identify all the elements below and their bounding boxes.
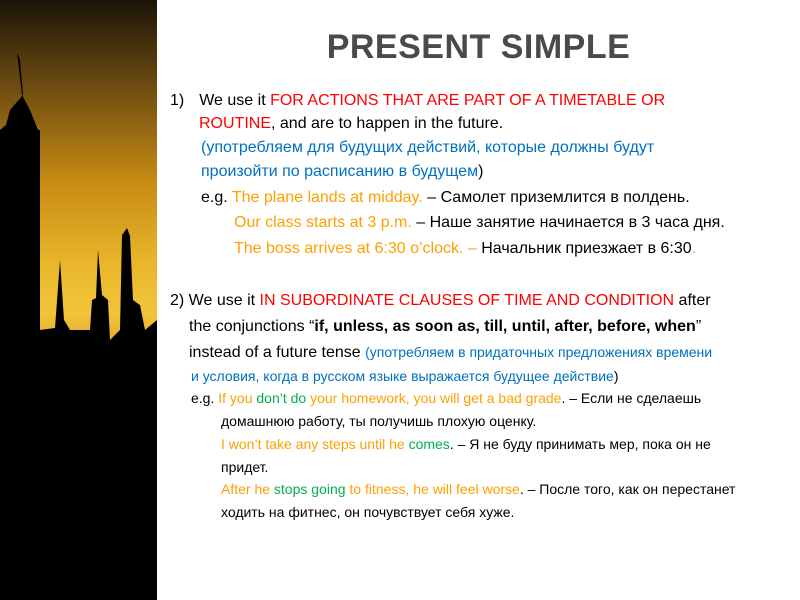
text: e.g.	[191, 390, 219, 406]
text: , and are to happen in the future.	[271, 115, 504, 132]
rule1-russian-2	[201, 163, 483, 181]
text: We use it	[199, 92, 271, 109]
rule1-line1	[170, 92, 665, 110]
text: . – Я не буду принимать мер, пока он не	[449, 436, 711, 452]
text: I won’t take any steps until he	[221, 436, 409, 452]
rule1-line2	[199, 115, 503, 133]
rule2-example-2	[221, 436, 711, 452]
rule2-example-1	[191, 390, 701, 406]
text: .	[691, 240, 697, 257]
text: – Наше занятие начинается в 3 часа дня.	[411, 214, 725, 231]
text: The plane lands at midday.	[231, 189, 423, 206]
text: )	[478, 163, 484, 180]
text: Начальник приезжает в 6:30	[481, 240, 692, 257]
rule1-example-2	[234, 214, 725, 232]
rule1-number: 1)	[170, 92, 185, 109]
rule2-example-1-cont: домашнюю работу, ты получишь плохую оценку.	[221, 413, 537, 429]
rule2-example-3-cont: ходить на фитнес, он почувствует себя хуже.	[221, 504, 515, 520]
sunset-city-silhouette-image	[0, 0, 157, 600]
rule1-russian-1: (употребляем для будущих действий, которые должны будут	[201, 139, 655, 156]
text: . – Если не сделаешь	[561, 390, 702, 406]
rule2-example-3	[221, 481, 735, 497]
rule2-example-2-cont: придет.	[221, 459, 269, 475]
text: и условия, когда в русском языке выражается будущее действие	[191, 368, 614, 384]
text: )	[613, 368, 619, 384]
rule2-line3	[189, 344, 712, 362]
text: After he	[221, 481, 274, 497]
text: IN SUBORDINATE CLAUSES OF TIME AND CONDITION	[259, 292, 675, 309]
text: произойти по расписанию в будущем	[201, 163, 479, 180]
text: – Самолет приземлится в полдень.	[422, 189, 690, 206]
text: after	[674, 292, 711, 309]
text: Our class starts at 3 p.m.	[234, 214, 412, 231]
text: stops going	[273, 481, 346, 497]
text: to fitness, he will feel worse	[345, 481, 520, 497]
text: your homework, you will get a bad grade	[306, 390, 562, 406]
text: instead of a future tense	[189, 344, 366, 361]
text: comes	[408, 436, 450, 452]
text: 2) We use it	[170, 292, 260, 309]
slide-title: PRESENT SIMPLE	[326, 28, 631, 66]
rule1-heading-red: FOR ACTIONS THAT ARE PART OF A TIMETABLE OR	[270, 92, 666, 109]
text: ”	[695, 318, 702, 335]
text: If you	[218, 390, 257, 406]
text: . – После того, как он перестанет	[519, 481, 736, 497]
rule2-line1	[170, 292, 711, 310]
rule2-conjunctions	[189, 318, 701, 336]
text: the conjunctions “	[189, 318, 315, 335]
text: if, unless, as soon as, till, until, after, before, when	[314, 318, 696, 335]
text: The boss arrives at 6:30 o’clock.	[234, 240, 468, 257]
rule1-heading-red-2: ROUTINE	[199, 115, 271, 132]
rule1-example-3	[234, 240, 696, 258]
text: (употребляем в придаточных предложениях времени	[365, 344, 713, 360]
rule1-example-1	[201, 189, 690, 207]
text: don’t do	[256, 390, 307, 406]
rule2-russian	[191, 368, 619, 384]
text: e.g.	[201, 189, 232, 206]
text: –	[467, 240, 482, 257]
